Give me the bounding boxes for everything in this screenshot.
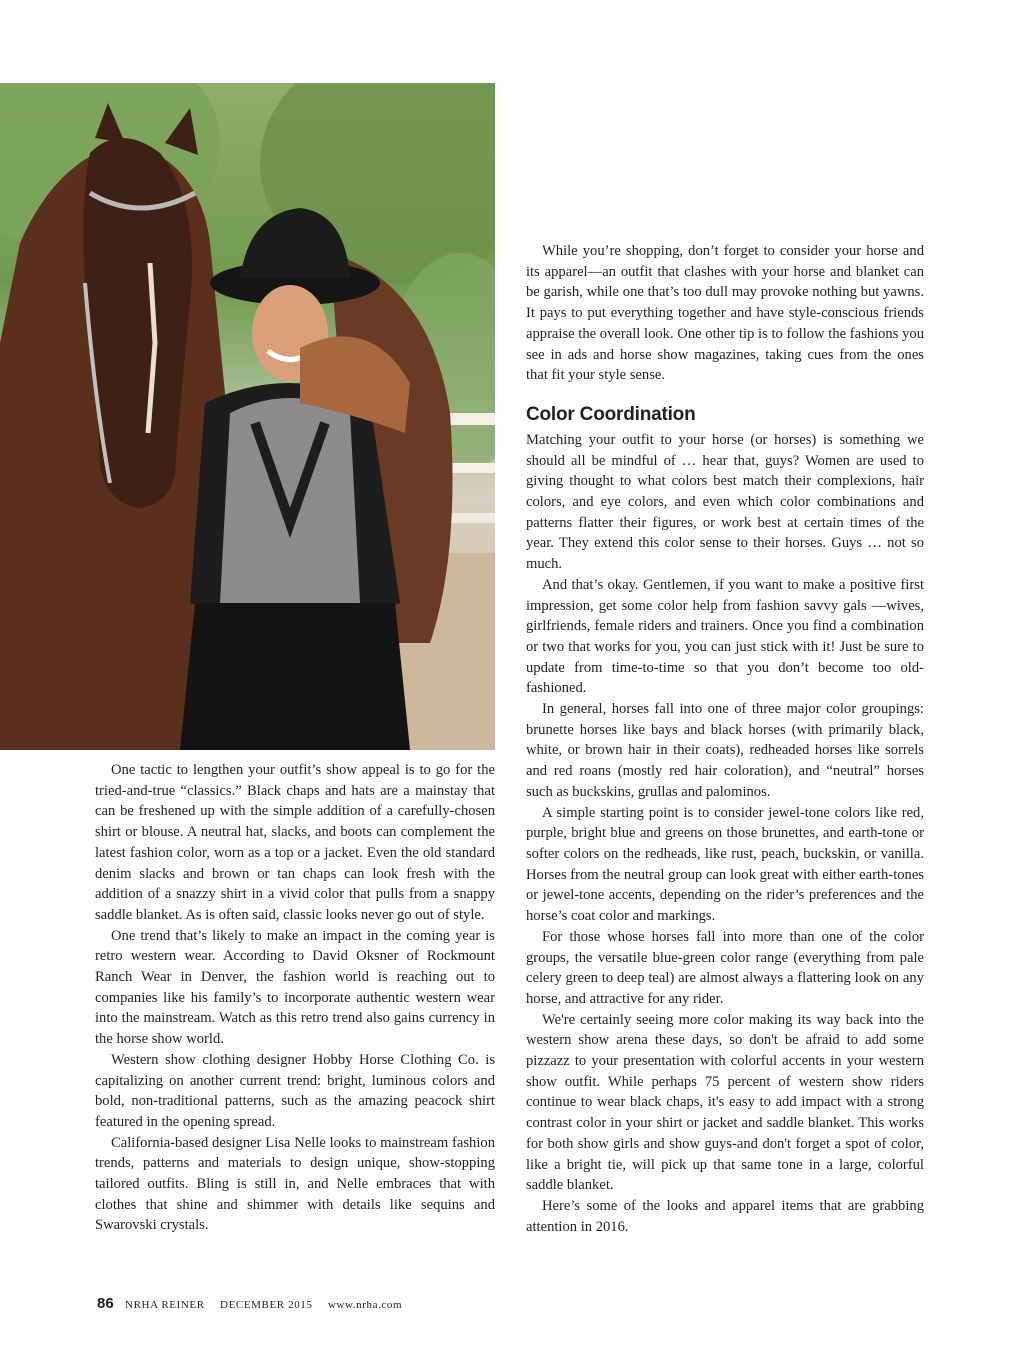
body-paragraph: In general, horses fall into one of three major color groupings: brunette horses like bays and black horses (with primarily black, white, or brown hair in their coats), redheaded horses like sorrels and red roans (mostly red hair coloration), and “neutral” horses such as buckskins, grullas and palominos. [526,701,924,800]
body-paragraph: A simple starting point is to consider jewel-tone colors like red, purple, bright blue and greens on those brunettes, and earth-tone or softer colors on the redheads, like rust, peach, buckskin, or vanilla. Horses from the neutral group can look great with either earth-tones or jewel-tone accents, depending on the rider’s preferences and the horse’s coat color and markings. [526,804,924,925]
body-paragraph: One tactic to lengthen your outfit’s show appeal is to go for the tried-and-true “classics.” Black chaps and hats are a mainstay that can be freshened up with the simple addition of a carefully-chosen shirt or blouse. A neutral hat, slacks, and boots can complement the latest fashion color, worn as a top or a jacket. Even the old standard denim slacks and brown or tan chaps can look fresh with the addition of a snazzy shirt in a vivid color that pulls from a snappy saddle blanket. As is often said, classic looks never go out of style. [95,762,495,923]
body-paragraph: Here’s some of the looks and apparel items that are grabbing attention in 2016. [526,1197,924,1235]
article-photo [0,83,495,750]
body-paragraph: For those whose horses fall into more than one of the color groups, the versatile blue-green color range (everything from pale celery green to deep teal) are almost always a flattering look on any horse, and attractive for any rider. [526,928,924,1007]
intro-paragraph: While you’re shopping, don’t forget to consider your horse and its apparel—an outfit that clashes with your horse and blanket can be garish, while one that’s too dull may provoke nothing but yawns. It pays to put everything together and have style-conscious friends appraise the overall look. One other tip is to follow the fashions you see in ads and horse show magazines, taking cues from the ones that fit your style sense. [526,243,924,384]
body-paragraph: Matching your outfit to your horse (or horses) is something we should all be mindful of … hear that, guys? Women are used to giving thought to what colors best match their complexions, hair colors, and eye colors, and even which color combinations and patterns flatter their figures, or work best at certain times of the year. They extend this color sense to their horses. Guys … not so much. [526,431,924,573]
website-link[interactable]: www.nrha.com [327,1299,403,1311]
body-paragraph: One trend that’s likely to make an impact in the coming year is retro western wear. According to David Oksner of Rockmount Ranch Wear in Denver, the fashion world is reaching out to companies like his family’s to incorporate authentic western wear into the mainstream. Watch as this retro trend also gains currency in the horse show world. [95,927,495,1048]
photo-illustration [0,83,495,750]
publication-name: NRHA REINER [125,1299,205,1311]
page-number: 86 [97,1295,114,1312]
issue-date: DECEMBER 2015 [220,1299,313,1311]
body-paragraph: Western show clothing designer Hobby Horse Clothing Co. is capitalizing on another current trend: bright, luminous colors and bold, non-traditional patterns, such as the amazing peacock shirt featured in the opening spread. [95,1051,495,1130]
body-paragraph: And that’s okay. Gentlemen, if you want to make a positive first impression, get some color help from fashion savvy gals —wives, girlfriends, female riders and trainers. Once you find a combination or two that works for you, you can just stick with it! Just be sure to update from time-to-time so that you don’t become too old-fashioned. [526,576,924,697]
right-column [526,241,924,1237]
body-paragraph: California-based designer Lisa Nelle looks to mainstream fashion trends, patterns and materials to design unique, show-stopping tailored outfits. Bling is still in, and Nelle embraces that with clothes that shine and shimmer with details like sequins and Swarovski crystals. [95,1134,495,1234]
section-heading: Color Coordination [526,403,696,425]
left-column [95,760,495,1236]
page-footer [97,1295,402,1312]
body-paragraph: We're certainly seeing more color making its way back into the western show arena these days, so don't be afraid to add some pizzazz to your presentation with colorful accents in your western show outfit. While perhaps 75 percent of western show riders continue to wear black chaps, it's easy to add impact with a strong contrast color in your shirt or jacket and saddle blanket. This works for both show girls and show guys-and don't forget a spot of color, like a bright tie, will pick up that same tone in a large, colorful saddle blanket. [526,1011,924,1194]
